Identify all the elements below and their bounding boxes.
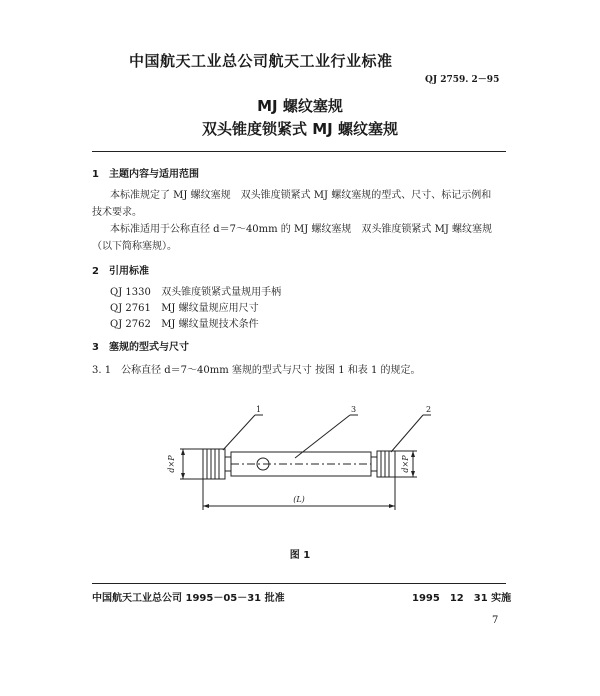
clause-3-1: 3. 1 公称直径 d＝7～40mm 塞规的型式与尺寸 按图 1 和表 1 的规定。 — [92, 365, 421, 376]
title-divider — [92, 151, 506, 152]
page-number: 7 — [492, 615, 499, 626]
right-thread-end — [377, 451, 395, 477]
reference-code: QJ 2762 — [110, 319, 151, 330]
dim-left-diameter: d×P — [167, 455, 176, 473]
reference-title: MJ 螺纹量规应用尺寸 — [161, 303, 259, 314]
footer-effective-date: 1995 12 31 实施 — [412, 593, 512, 604]
title-line-2: 双头锥度锁紧式 MJ 螺纹塞规 — [202, 120, 398, 138]
figure-caption: 图 1 — [289, 550, 311, 561]
title-line-1: MJ 螺纹塞规 — [257, 97, 343, 115]
left-thread-end — [203, 449, 225, 479]
section-1-para-2-line-1: 本标准适用于公称直径 d＝7～40mm 的 MJ 螺纹塞规 双头锥度锁紧式 MJ 螺纹塞规 — [110, 224, 493, 235]
section-1-para-2-line-2: （以下简称塞规）。 — [92, 241, 177, 252]
figure-1-drawing — [155, 402, 445, 522]
section-2-heading: 2 引用标准 — [92, 266, 149, 277]
callout-1: 1 — [256, 405, 262, 414]
header-org-title: 中国航天工业总公司航天工业行业标准 — [129, 52, 393, 70]
callout-3: 3 — [351, 405, 357, 414]
footer-divider — [92, 583, 506, 584]
reference-code: QJ 2761 — [110, 303, 151, 314]
reference-title: MJ 螺纹量规技术条件 — [161, 319, 259, 330]
dim-length: (L) — [293, 495, 305, 504]
reference-item — [110, 283, 281, 298]
section-1-heading: 1 主题内容与适用范围 — [92, 169, 199, 180]
reference-item — [110, 299, 259, 314]
reference-title: 双头锥度锁紧式量规用手柄 — [161, 287, 282, 298]
dim-right-diameter: d×P — [401, 455, 410, 473]
section-1-para-1-line-1: 本标准规定了 MJ 螺纹塞规 双头锥度锁紧式 MJ 螺纹塞规的型式、尺寸、标记示例和 — [110, 190, 492, 201]
section-1-para-1-line-2: 技术要求。 — [92, 207, 142, 218]
footer-issuer: 中国航天工业总公司 1995－05－31 批准 — [92, 593, 285, 604]
standard-number: QJ 2759. 2－95 — [425, 75, 500, 85]
section-3-heading: 3 塞规的型式与尺寸 — [92, 342, 189, 353]
callout-2: 2 — [426, 405, 432, 414]
reference-code: QJ 1330 — [110, 287, 151, 298]
reference-item — [110, 315, 259, 330]
